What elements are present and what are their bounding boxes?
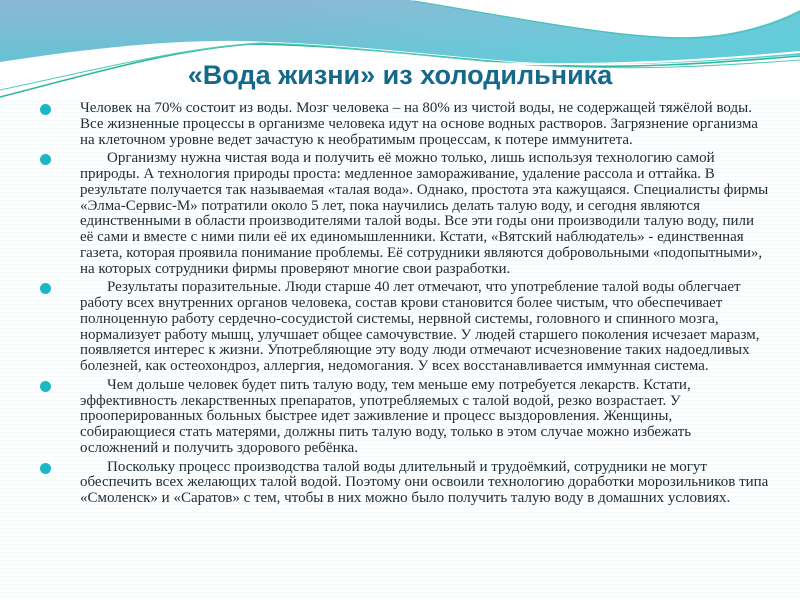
bullet-item [38,101,770,148]
bullet-marker-icon [40,381,51,392]
bullet-item [38,378,770,457]
bullet-text: Поскольку процесс производства талой воды длительный и трудоёмкий, сотрудники не могут обеспечить всех желающих талой водой. Поэтому они освоили технологию доработки морозильников типа «Смоленск» и «Саратов» с тем, чтобы в них можно было получить талую воду в домашних условиях. [80,458,769,506]
bullet-item [38,151,770,277]
bullet-marker-icon [40,283,51,294]
slide-title: «Вода жизни» из холодильника [187,60,613,90]
bullet-marker-icon [40,463,51,474]
bullet-text: Результаты поразительные. Люди старше 40 лет отмечают, что употребление талой воды облегчает работу всех внутренних органов человека, состав крови становится более чистым, что обеспечивает полноценную работу сердечно-сосудистой системы, нервной системы, головного и спинного мозга, нормализует работу мышц, улучшает общее самочувствие. У людей старшего поколения исчезает маразм, появляется интерес к жизни. Употребляющие эту воду люди отмечают исчезновение таких надоедливых болезней, как остеохондроз, аллергия, недомогания. У всех восстанавливается иммунная система. [80,279,760,374]
slide-header [0,0,800,100]
bullet-item [38,460,770,507]
bullet-marker-icon [40,154,51,165]
bullet-item [38,280,770,375]
bullet-text: Чем дольше человек будет пить талую воду, тем меньше ему потребуется лекарств. Кстати, эффективность лекарственных препаратов, употребляемых с талой водой, резко возрастает. У прооперированных больных быстрее идет заживление и процесс выздоровления. Женщины, собирающиеся стать матерями, должны пить талую воду, только в этом случае можно избежать осложнений и получить здорового ребёнка. [80,376,692,456]
bullet-marker-icon [40,104,51,115]
bullet-text: Организму нужна чистая вода и получить её можно только, лишь используя технологию самой природы. А технология природы проста: медленное замораживание, удаление рассола и оттайка. В результате получается так называемая «талая вода». Однако, простота эта кажущаяся. Специалисты фирмы «Элма-Сервис-М» потратили около 5 лет, пока научились делать талую воду, и сегодня являются единственными в области производителями талой воды. Все эти годы они производили талую воду, пили её сами и вместе с ними пили её их единомышленники. Кстати, «Вятский наблюдатель» - единственная газета, которая проявила понимание проблемы. Её сотрудники являются добровольными «подопытными», на которых сотрудники фирмы проверяют многие свои разработки. [80,150,769,277]
bullet-text: Человек на 70% состоит из воды. Мозг человека – на 80% из чистой воды, не содержащей тяжёлой воды. Все жизненные процессы в организме человека идут на основе водных растворов. Загрязнение организма на клеточном уровне ведет зачастую к необратимым процессам, к потере иммунитета. [80,100,758,148]
slide-body-text [38,101,770,510]
